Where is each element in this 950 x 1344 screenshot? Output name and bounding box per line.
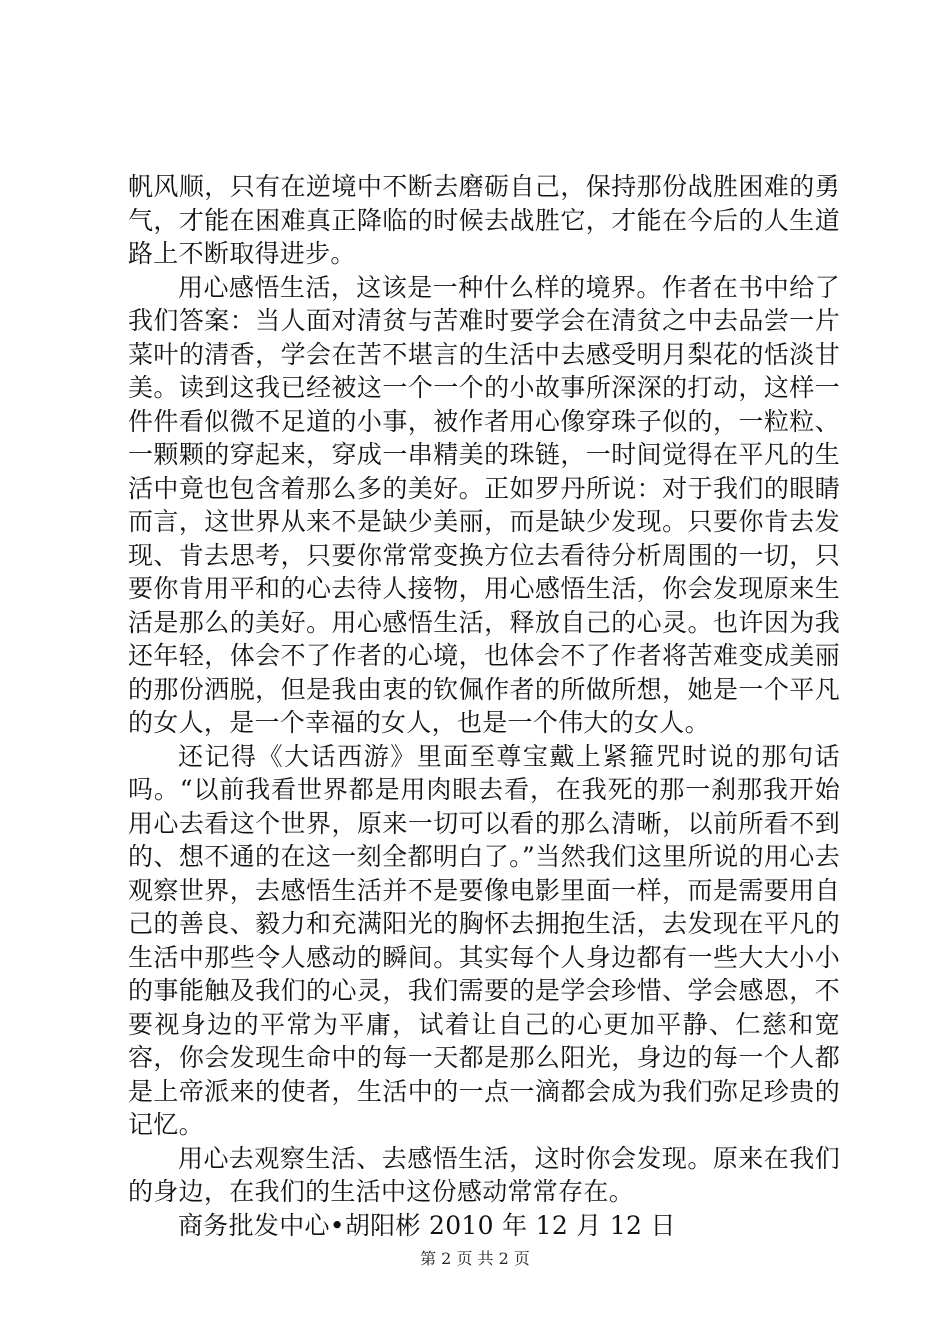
paragraph-westward-journey: 还记得《大话西游》里面至尊宝戴上紧箍咒时说的那句话吗。“以前我看世界都是用肉眼去看，在我死的那一刹那我开始用心去看这个世界，原来一切可以看的那么清晰，以前所看不到的、想不通的在这一刻全都明白了。”当然我们这里所说的用心去观察世界，去感悟生活并不是要像电影里面一样，而是需要用自己的善良、毅力和充满阳光的胸怀去拥抱生活，去发现在平凡的生活中那些令人感动的瞬间。其实每个人身边都有一些大大小小的事能触及我们的心灵，我们需要的是学会珍惜、学会感恩，不要视身边的平常为平庸，试着让自己的心更加平静、仁慈和宽容，你会发现生命中的每一天都是那么阳光，身边的每一个人都是上帝派来的使者，生活中的一点一滴都会成为我们弥足珍贵的记忆。 xyxy=(128,741,840,1139)
page-number-footer: 第 2 页 共 2 页 xyxy=(420,1249,530,1268)
paragraph-life-perception: 用心感悟生活，这该是一种什么样的境界。作者在书中给了我们答案：当人面对清贫与苦难时要学会在清贫之中去品尝一片菜叶的清香，学会在苦不堪言的生活中去感受明月梨花的恬淡甘美。读到这我已经被这一个一个的小故事所深深的打动，这样一件件看似微不足道的小事，被作者用心像穿珠子似的，一粒粒、一颗颗的穿起来，穿成一串精美的珠链，一时间觉得在平凡的生活中竟也包含着那么多的美好。正如罗丹所说：对于我们的眼睛而言，这世界从来不是缺少美丽，而是缺少发现。只要你肯去发现、肯去思考，只要你常常变换方位去看待分析周围的一切，只要你肯用平和的心去待人接物，用心感悟生活，你会发现原来生活是那么的美好。用心感悟生活，释放自己的心灵。也许因为我还年轻，体会不了作者的心境，也体会不了作者将苦难变成美丽的那份洒脱，但是我由衷的钦佩作者的所做所想，她是一个平凡的女人，是一个幸福的女人，也是一个伟大的女人。 xyxy=(128,272,840,737)
document-body xyxy=(128,170,840,1242)
signature-line: 商务批发中心•胡阳彬 2010 年 12 月 12 日 xyxy=(178,1210,676,1240)
paragraph-continuation: 帆风顺，只有在逆境中不断去磨砺自己，保持那份战胜困难的勇气，才能在困难真正降临的时候去战胜它，才能在今后的人生道路上不断取得进步。 xyxy=(128,172,840,268)
paragraph-conclusion: 用心去观察生活、去感悟生活，这时你会发现。原来在我们的身边，在我们的生活中这份感动常常存在。 xyxy=(128,1143,840,1206)
